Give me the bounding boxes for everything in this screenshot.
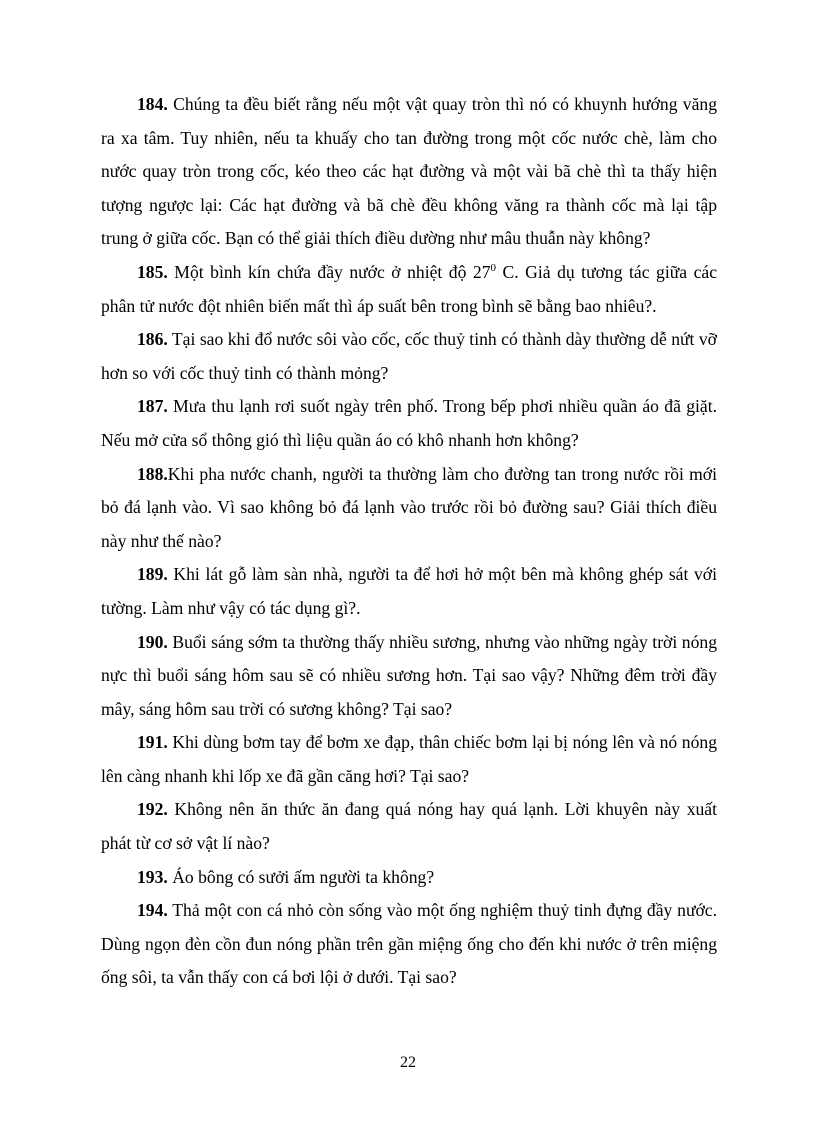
question-190 — [101, 626, 717, 727]
question-number: 188. — [137, 463, 168, 484]
question-text-continued: C. Giả dụ tương tác giữa các phân tử nước đột nhiên biến mất thì áp suất bên trong bình sẽ bằng bao nhiêu?. — [101, 261, 718, 316]
question-text: Không nên ăn thức ăn đang quá nóng hay quá lạnh. Lời khuyên này xuất phát từ cơ sở vật lí nào? — [101, 799, 717, 854]
question-193 — [101, 861, 717, 895]
question-188 — [101, 458, 717, 559]
question-192 — [101, 793, 717, 860]
question-184 — [101, 88, 717, 256]
question-number: 185. — [137, 261, 168, 282]
question-text: Chúng ta đều biết rằng nếu một vật quay tròn thì nó có khuynh hướng văng ra xa tâm. Tuy nhiên, nếu ta khuấy cho tan đường trong một cốc nước chè, làm cho nước quay tròn trong cốc, kéo theo các hạt đường và một vài bã chè thì ta thấy hiện tượng ngược lại: Các hạt đường và bã chè đều không văng ra thành cốc mà lại tập trung ở giữa cốc. Bạn có thể giải thích điều dường như mâu thuẫn này không? — [101, 94, 717, 249]
question-text: Buổi sáng sớm ta thường thấy nhiều sương, nhưng vào những ngày trời nóng nực thì buổi sáng hôm sau sẽ có nhiều sương hơn. Tại sao vậy? Những đêm trời đầy mây, sáng hôm sau trời có sương không? Tại sao? — [101, 631, 717, 719]
question-text: Thả một con cá nhỏ còn sống vào một ống nghiệm thuỷ tinh đựng đầy nước. Dùng ngọn đèn cồn đun nóng phần trên gần miệng ống cho đến khi nước ở trên miệng ống sôi, ta vẫn thấy con cá bơi lội ở dưới. Tại sao? — [101, 900, 717, 988]
question-number: 189. — [137, 564, 168, 585]
question-list — [101, 88, 717, 995]
question-189 — [101, 558, 717, 625]
question-text: Tại sao khi đổ nước sôi vào cốc, cốc thuỷ tinh có thành dày thường dễ nứt vỡ hơn so với cốc thuỷ tinh có thành mỏng? — [101, 329, 717, 383]
question-text: Khi lát gỗ làm sàn nhà, người ta để hơi hở một bên mà không ghép sát với tường. Làm như vậy có tác dụng gì?. — [101, 564, 717, 618]
question-number: 192. — [137, 799, 168, 820]
question-number: 193. — [137, 866, 168, 887]
question-187 — [101, 390, 717, 457]
question-text: Mưa thu lạnh rơi suốt ngày trên phố. Trong bếp phơi nhiều quần áo đã giặt. Nếu mở cửa sổ thông gió thì liệu quần áo có khô nhanh hơn không? — [101, 396, 717, 450]
question-text: Một bình kín chứa đầy nước ở nhiệt độ 27 — [167, 261, 491, 282]
question-number: 184. — [137, 94, 168, 114]
question-text: Khi dùng bơm tay để bơm xe đạp, thân chiếc bơm lại bị nóng lên và nó nóng lên càng nhanh khi lốp xe đã gần căng hơi? Tại sao? — [101, 732, 717, 786]
question-number: 186. — [137, 329, 168, 350]
question-number: 191. — [137, 732, 168, 753]
degree-superscript: 0 — [490, 261, 496, 274]
question-text: Áo bông có sưởi ấm người ta không? — [167, 866, 435, 887]
question-text: Khi pha nước chanh, người ta thường làm cho đường tan trong nước rồi mới bỏ đá lạnh vào. Vì sao không bỏ đá lạnh vào trước rồi bỏ đường sau? Giải thích điều này như thế nào? — [101, 463, 717, 551]
question-194 — [101, 894, 717, 995]
question-number: 194. — [137, 900, 168, 921]
question-185 — [101, 256, 717, 323]
question-number: 187. — [137, 396, 168, 417]
question-191 — [101, 726, 717, 793]
question-186 — [101, 323, 717, 390]
question-number: 190. — [137, 631, 168, 652]
page-number: 22 — [400, 1054, 416, 1071]
